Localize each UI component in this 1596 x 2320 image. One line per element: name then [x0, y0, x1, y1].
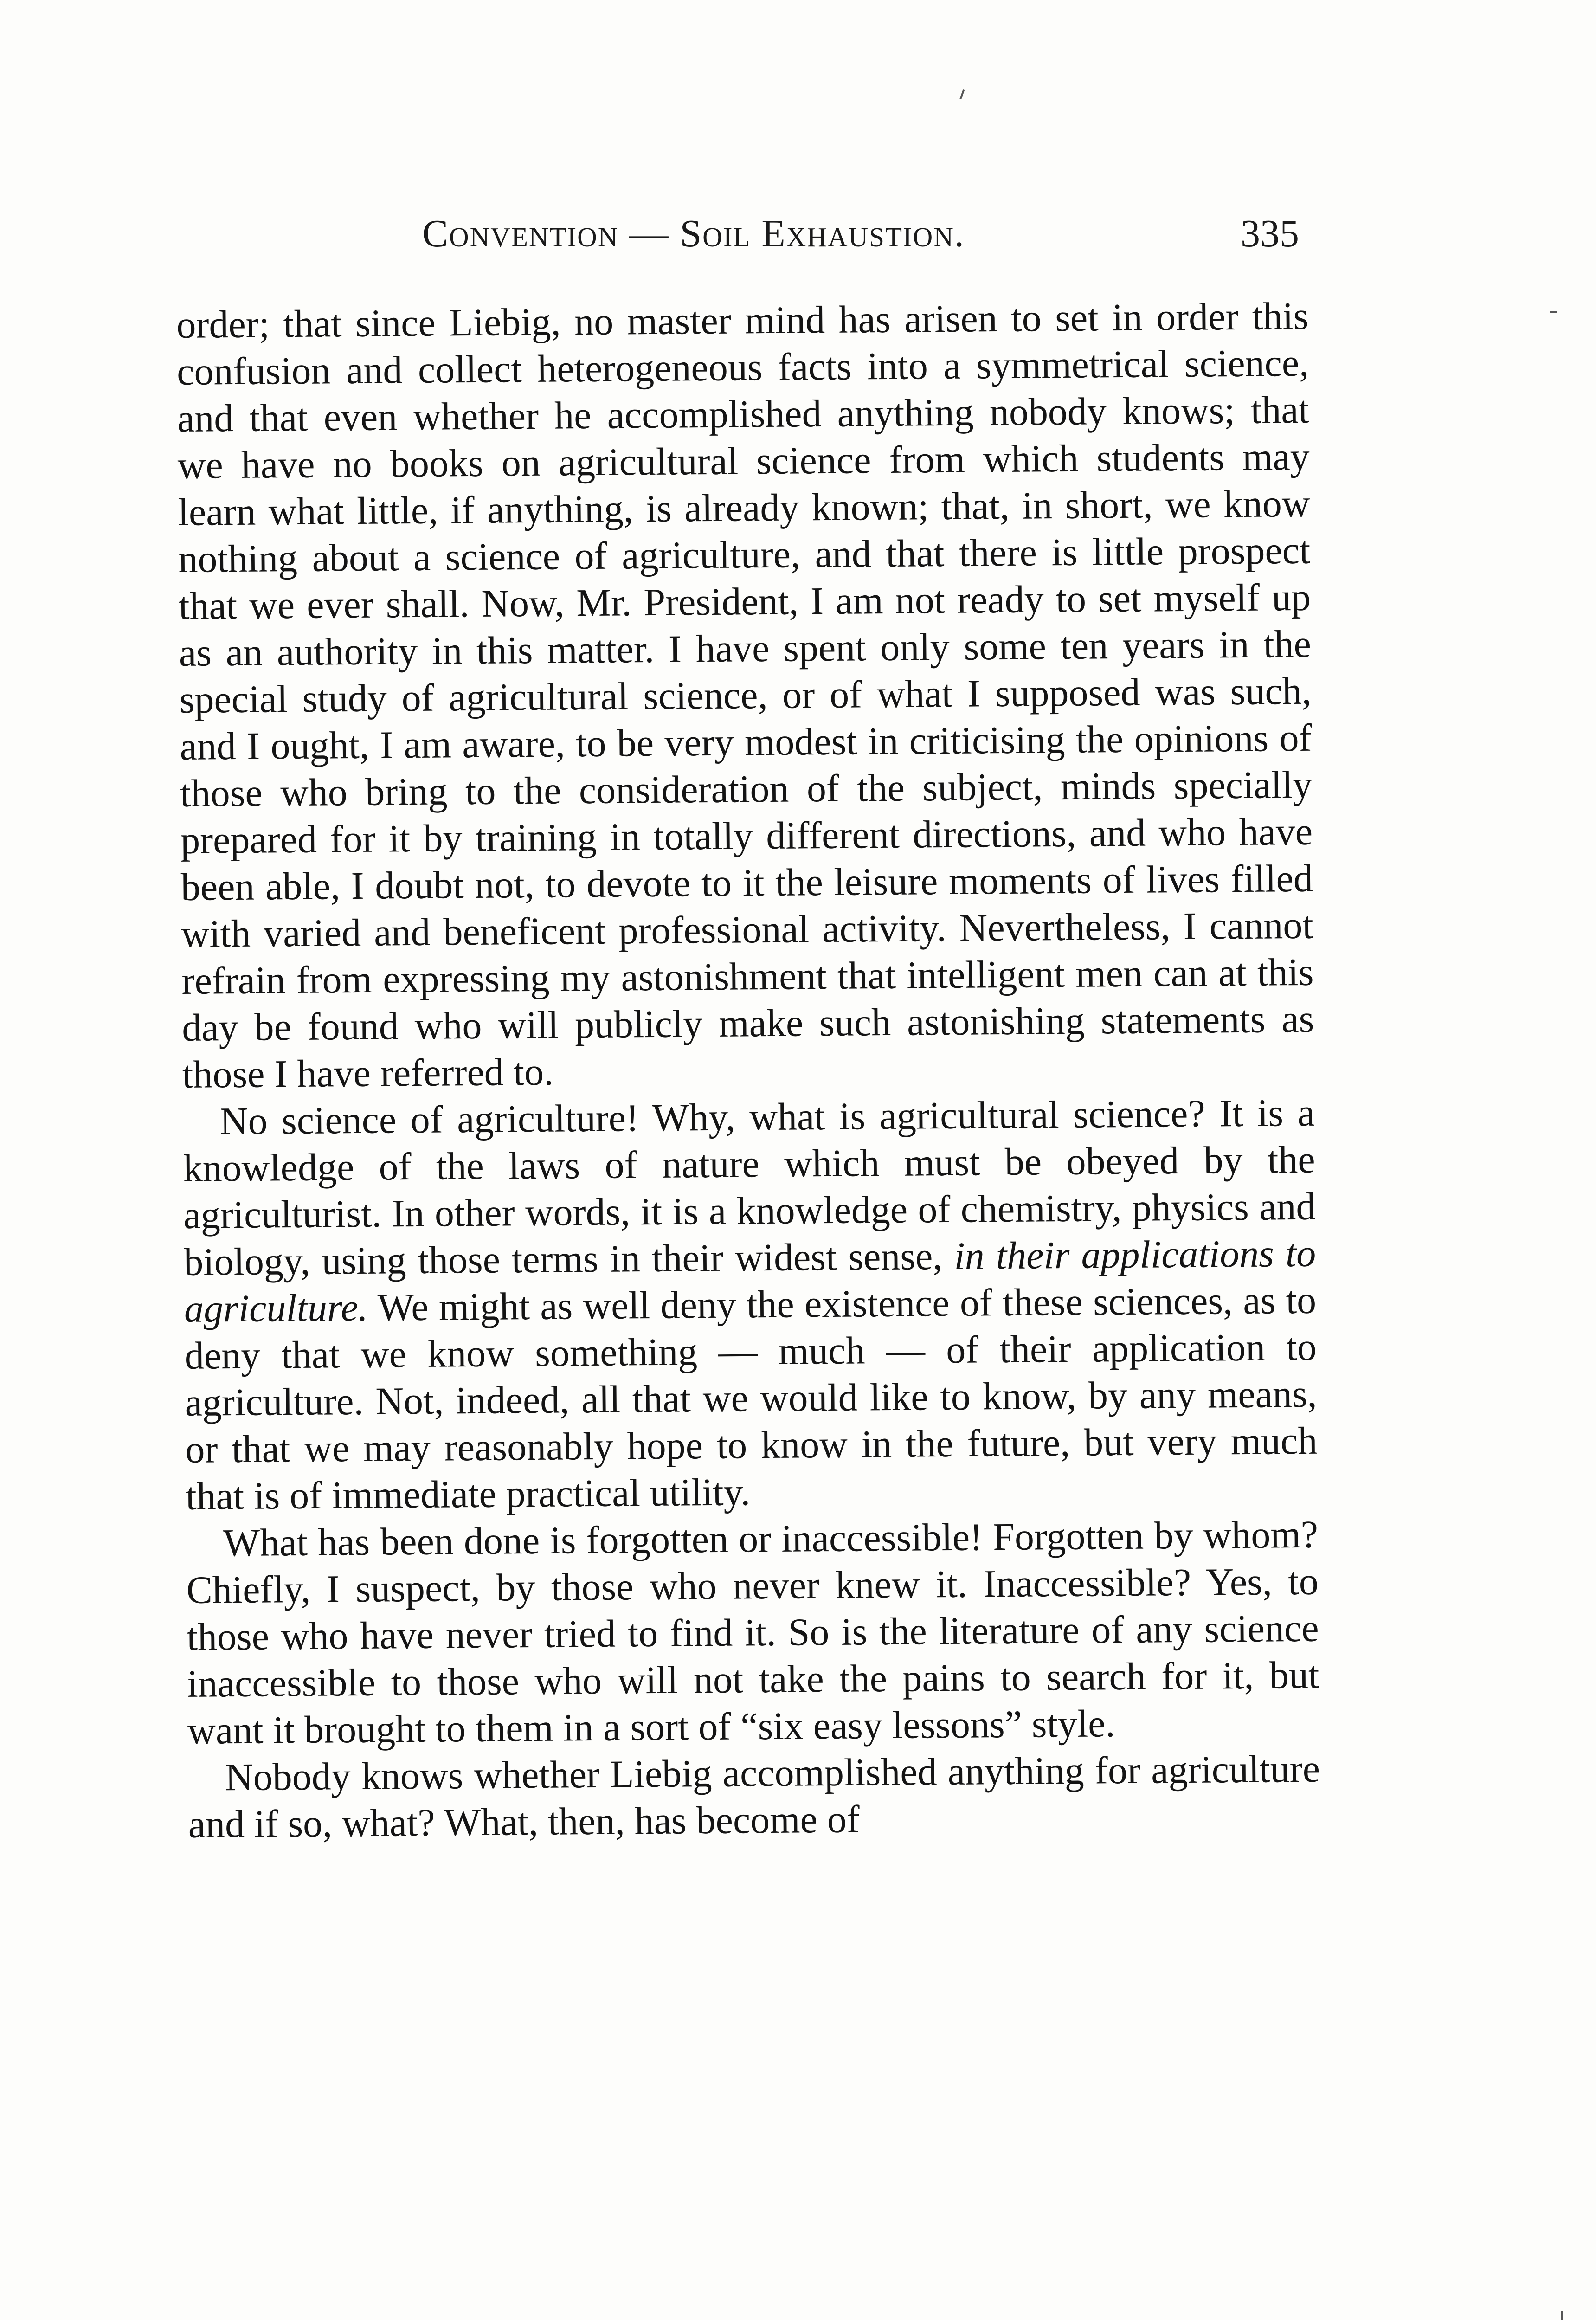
running-head-convention: Convention [422, 212, 619, 255]
running-head-topic: Soil Exhaustion. [680, 212, 965, 255]
page-header [176, 211, 1308, 271]
running-head-dash: — [618, 212, 680, 255]
paragraph-1: order; that since Liebig, no master mind has arisen to set in order this confusion and collect heterogeneous facts into a symmetrical science, and that even whether he accomplished anything nobody knows; that we have no books on agricultural science from which students may learn what little, if anything, is already known; that, in short, we know nothing about a science of agriculture, and that there is little prospect that we ever shall. Now, Mr. President, I am not ready to set myself up as an authority in this matter. I have spent only some ten years in the special study of agricultural science, or of what I supposed was such, and I ought, I am aware, to be very modest in criticising the opinions of those who bring to the consideration of the subject, minds specially prepared for it by training in totally different directions, and who have been able, I doubt not, to devote to it the leisure moments of lives filled with varied and beneficent professional activity. Nevertheless, I cannot refrain from expressing my astonishment that intelligent men can at this day be found who will publicly make such astonishing statements as those I have referred to. [176, 294, 1314, 1096]
paragraph-2-italic-phrase: in their applications to agriculture. [184, 1231, 1316, 1331]
paragraph-3: What has been done is forgotten or inaccessible! Forgotten by whom? Chiefly, I suspect, by those who never knew it. Inaccessible? Yes, to those who have never tried to find it. So is the literature of any science inaccessible to those who will not take the pains to search for it, but want it brought to them in a sort of “six easy lessons” style. [186, 1513, 1319, 1753]
running-head [422, 211, 965, 256]
scan-speck [1561, 2311, 1563, 2320]
scan-speck [1550, 311, 1557, 313]
paragraph-2-text-after: We might as well deny the existence of these sciences, as to deny that we know something — much — of their application to agriculture. Not, indeed, all that we would like to know, by any means, or that we may reasonably hope to know in the future, but very much that is of immediate practical utility. [184, 1278, 1318, 1518]
scan-speck [959, 89, 965, 99]
body-text [176, 293, 1320, 1848]
paragraph-2 [182, 1089, 1318, 1520]
paragraph-4: Nobody knows whether Liebig accomplished anything for agriculture and if so, what? What, then, has become of [188, 1747, 1320, 1846]
paragraph-2-text-before: No science of agriculture! Why, what is agricultural science? It is a knowledge of the laws of nature which must be obeyed by the agriculturist. In other words, it is a knowledge of chemistry, physics and biology, using those terms in their widest sense, [183, 1091, 1316, 1284]
page-number: 335 [1241, 212, 1299, 255]
